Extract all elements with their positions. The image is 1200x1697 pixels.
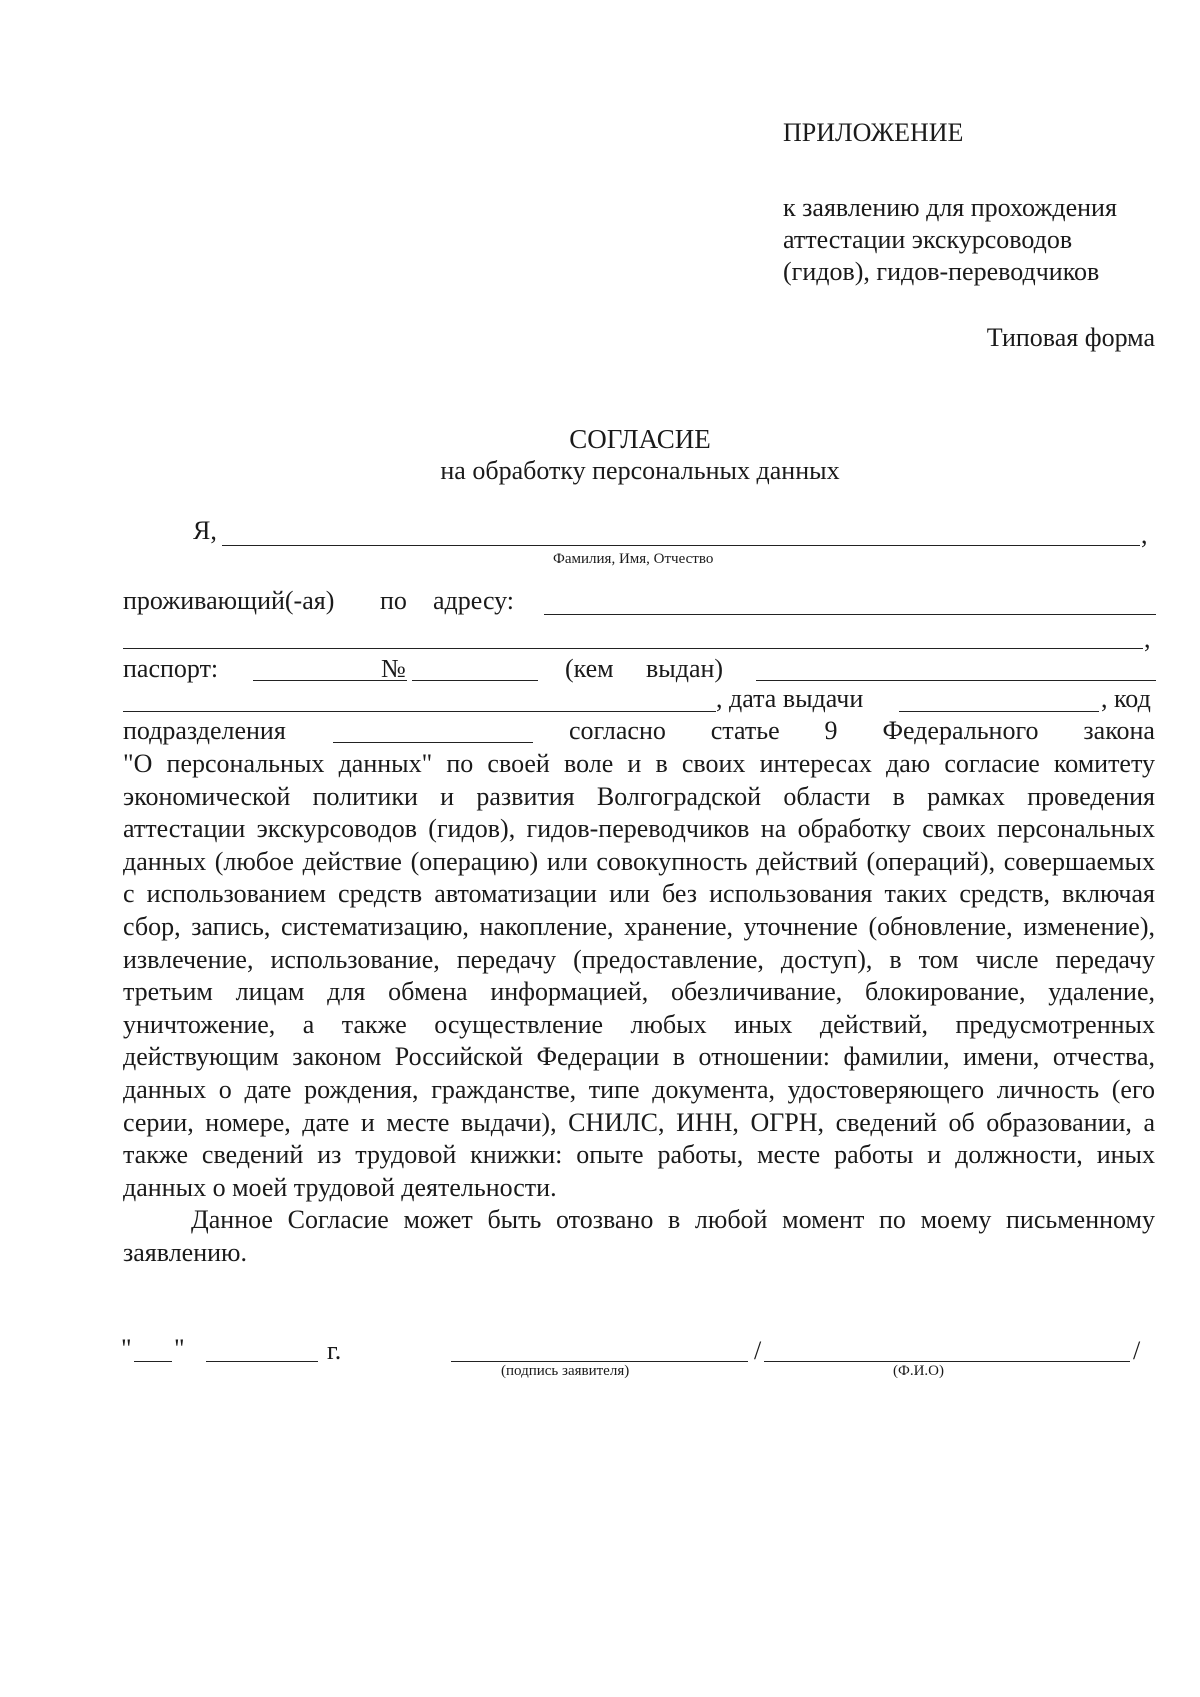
consent-body bbox=[123, 748, 1155, 1270]
address-word-3: адресу: bbox=[433, 586, 515, 615]
applicant-fio-caption: (Ф.И.О) bbox=[893, 1363, 945, 1379]
date-year-suffix: г. bbox=[327, 1336, 342, 1365]
issue-date-blank[interactable] bbox=[899, 711, 1099, 712]
issue-date-label: , дата выдачи bbox=[716, 684, 864, 713]
issued-by-blank-2[interactable] bbox=[123, 711, 716, 712]
address-word-1: проживающий(-ая) bbox=[123, 586, 335, 615]
passport-label: паспорт: bbox=[123, 654, 219, 683]
i-label: Я, bbox=[193, 516, 217, 545]
form-type-label: Типовая форма bbox=[986, 323, 1155, 352]
fio-blank[interactable] bbox=[222, 545, 1140, 546]
address-word-2: по bbox=[380, 586, 407, 615]
consent-intro-word-3: 9 bbox=[824, 716, 838, 745]
date-quote-close: " bbox=[174, 1334, 185, 1363]
date-day-blank[interactable] bbox=[134, 1361, 172, 1362]
division-label: подразделения bbox=[123, 716, 286, 745]
consent-paragraph-1: "О персональных данных" по своей воле и в своих интересах даю согласие комитету экономической политики и развития Волгоградской области в рамках проведения аттестации экскурсоводов (гидов), гидов-переводчиков на обработку своих персональных данных (любое действие (операцию) или совокупность действий (операций), совершаемых с использованием средств автоматизации или без использования таких средств, включая сбор, запись, систематизацию, накопление, хранение, уточнение (обновление, изменение), извлечение, использование, передачу (предоставление, доступ), в том числе передачу третьим лицам для обмена информацией, обезличивание, блокирование, удаление, уничтожение, а также осуществление любых иных действий, предусмотренных действующим законом Российской Федерации в отношении: фамилии, имени, отчества, данных о дате рождения, гражданстве, типе документа, удостоверяющего личность (его серии, номере, дате и месте выдачи), СНИЛС, ИНН, ОГРН, сведений об образовании, а также сведений из трудовой книжки: опыте работы, месте работы и должности, иных данных о моей трудовой деятельности. bbox=[123, 749, 1155, 1202]
passport-number-blank[interactable] bbox=[412, 680, 538, 681]
address-comma: , bbox=[1144, 624, 1151, 653]
consent-intro-word-4: Федерального bbox=[882, 716, 1039, 745]
appendix-title: ПРИЛОЖЕНИЕ bbox=[783, 118, 964, 147]
fio-comma: , bbox=[1141, 520, 1148, 549]
fio-caption: Фамилия, Имя, Отчество bbox=[553, 551, 714, 567]
consent-intro-line bbox=[569, 716, 1155, 746]
issued-by-blank[interactable] bbox=[756, 680, 1156, 681]
date-month-blank[interactable] bbox=[206, 1361, 318, 1362]
issued-by-word-2: выдан) bbox=[646, 654, 724, 683]
issued-by-word-1: (кем bbox=[565, 654, 614, 683]
document-subtitle: на обработку персональных данных bbox=[440, 456, 840, 485]
appendix-description-line-1: к заявлению для прохождения bbox=[783, 193, 1117, 222]
passport-number-label: № bbox=[381, 654, 406, 683]
signature-slash-1: / bbox=[754, 1336, 762, 1365]
consent-intro-word-1: согласно bbox=[569, 716, 666, 745]
consent-intro-word-5: закона bbox=[1083, 716, 1155, 745]
appendix-description-line-3: (гидов), гидов-переводчиков bbox=[783, 257, 1100, 286]
signature-blank[interactable] bbox=[451, 1361, 748, 1362]
division-code-label: , код bbox=[1101, 684, 1151, 713]
document-title: СОГЛАСИЕ bbox=[569, 424, 711, 454]
date-quote-open: " bbox=[121, 1334, 132, 1363]
signature-caption: (подпись заявителя) bbox=[501, 1363, 630, 1379]
signature-slash-2: / bbox=[1133, 1336, 1141, 1365]
division-code-blank[interactable] bbox=[333, 742, 533, 743]
consent-intro-word-2: статье bbox=[710, 716, 780, 745]
address-blank-2[interactable] bbox=[123, 648, 1143, 649]
applicant-fio-blank[interactable] bbox=[764, 1361, 1130, 1362]
address-blank-1[interactable] bbox=[544, 614, 1156, 615]
consent-paragraph-2: Данное Согласие может быть отозвано в любой момент по моему письменному заявлению. bbox=[123, 1205, 1155, 1267]
appendix-description-line-2: аттестации экскурсоводов bbox=[783, 225, 1073, 254]
